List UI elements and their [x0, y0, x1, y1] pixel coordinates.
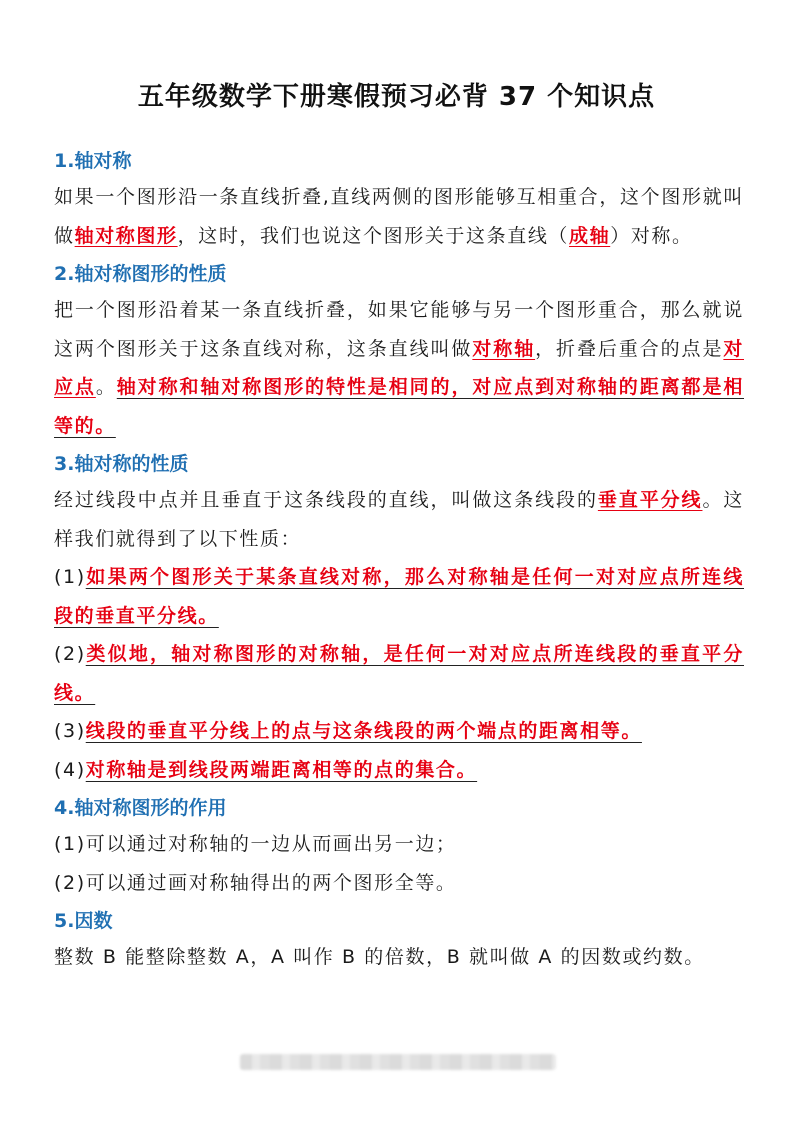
section-2-text — [54, 291, 744, 445]
section-1-text-part3: ）对称。 — [610, 224, 693, 247]
list-item-text: 可以通过对称轴的一边从而画出另一边； — [85, 833, 457, 855]
section-3-text-part1: 经过线段中点并且垂直于这条线段的直线，叫做这条线段的 — [54, 489, 598, 511]
term-perpendicular-bisector: 垂直平分线 — [597, 489, 703, 511]
list-item — [54, 635, 744, 712]
list-item — [54, 751, 744, 790]
list-item — [54, 712, 744, 751]
list-item-number: (3) — [54, 720, 86, 742]
document-body — [54, 142, 744, 977]
list-item-text: 如果两个图形关于某条直线对称，那么对称轴是任何一对对应点所连线段的垂直平分线。 — [54, 566, 744, 627]
section-5-heading: 5.因数 — [54, 910, 113, 932]
section-1-heading: 1.轴对称 — [54, 150, 132, 172]
section-4-heading: 4.轴对称图形的作用 — [54, 797, 227, 819]
list-item-number: (2) — [54, 871, 86, 894]
section-3-text — [54, 481, 744, 558]
list-item-text: 类似地，轴对称图形的对称轴，是任何一对对应点所连线段的垂直平分线。 — [54, 643, 744, 704]
section-1-text-part1: 如果一个图形沿一条直线折叠,直线两侧的图形能够互相重合，这个图形就叫做 — [54, 186, 744, 247]
section-1-text-part2: ，这时，我们也说这个图形关于这条直线（ — [177, 224, 570, 247]
section-2-key-statement: 轴对称和轴对称图形的特性是相同的，对应点到对称轴的距离都是相等的。 — [54, 376, 744, 437]
list-item-number: (2) — [54, 643, 86, 665]
section-3-text-part2: 。这样我们就得到了以下性质： — [54, 489, 744, 550]
list-item-number: (1) — [54, 833, 86, 855]
section-1-text — [54, 178, 744, 255]
section-3-heading: 3.轴对称的性质 — [54, 453, 189, 475]
list-item-text: 对称轴是到线段两端距离相等的点的集合。 — [85, 758, 478, 781]
list-item — [54, 558, 744, 635]
term-cheng-zhou: 成轴 — [569, 224, 611, 247]
list-item-text: 可以通过画对称轴得出的两个图形全等。 — [85, 871, 457, 894]
section-2-text-part2: ，折叠后重合的点是 — [535, 337, 724, 360]
section-5-text: 整数 B 能整除整数 A，A 叫作 B 的倍数，B 就叫做 A 的因数或约数。 — [54, 946, 705, 968]
list-item — [54, 825, 744, 864]
list-item-number: (1) — [54, 566, 86, 588]
list-item — [54, 864, 744, 903]
section-2-heading: 2.轴对称图形的性质 — [54, 263, 227, 285]
list-item-text: 线段的垂直平分线上的点与这条线段的两个端点的距离相等。 — [85, 720, 642, 742]
section-2-text-part1: 把一个图形沿着某一条直线折叠，如果它能够与另一个图形重合，那么就说这两个图形关于这条直线对称，这条直线叫做 — [54, 299, 744, 360]
term-axisymmetric-figure: 轴对称图形 — [74, 224, 178, 247]
term-corresponding-point: 对应点 — [54, 337, 744, 398]
section-2-text-part3: 。 — [95, 376, 117, 398]
watermark — [240, 1054, 556, 1070]
page-title: 五年级数学下册寒假预习必背 37 个知识点 — [137, 82, 656, 112]
term-symmetry-axis: 对称轴 — [472, 337, 536, 360]
list-item-number: (4) — [54, 758, 86, 781]
